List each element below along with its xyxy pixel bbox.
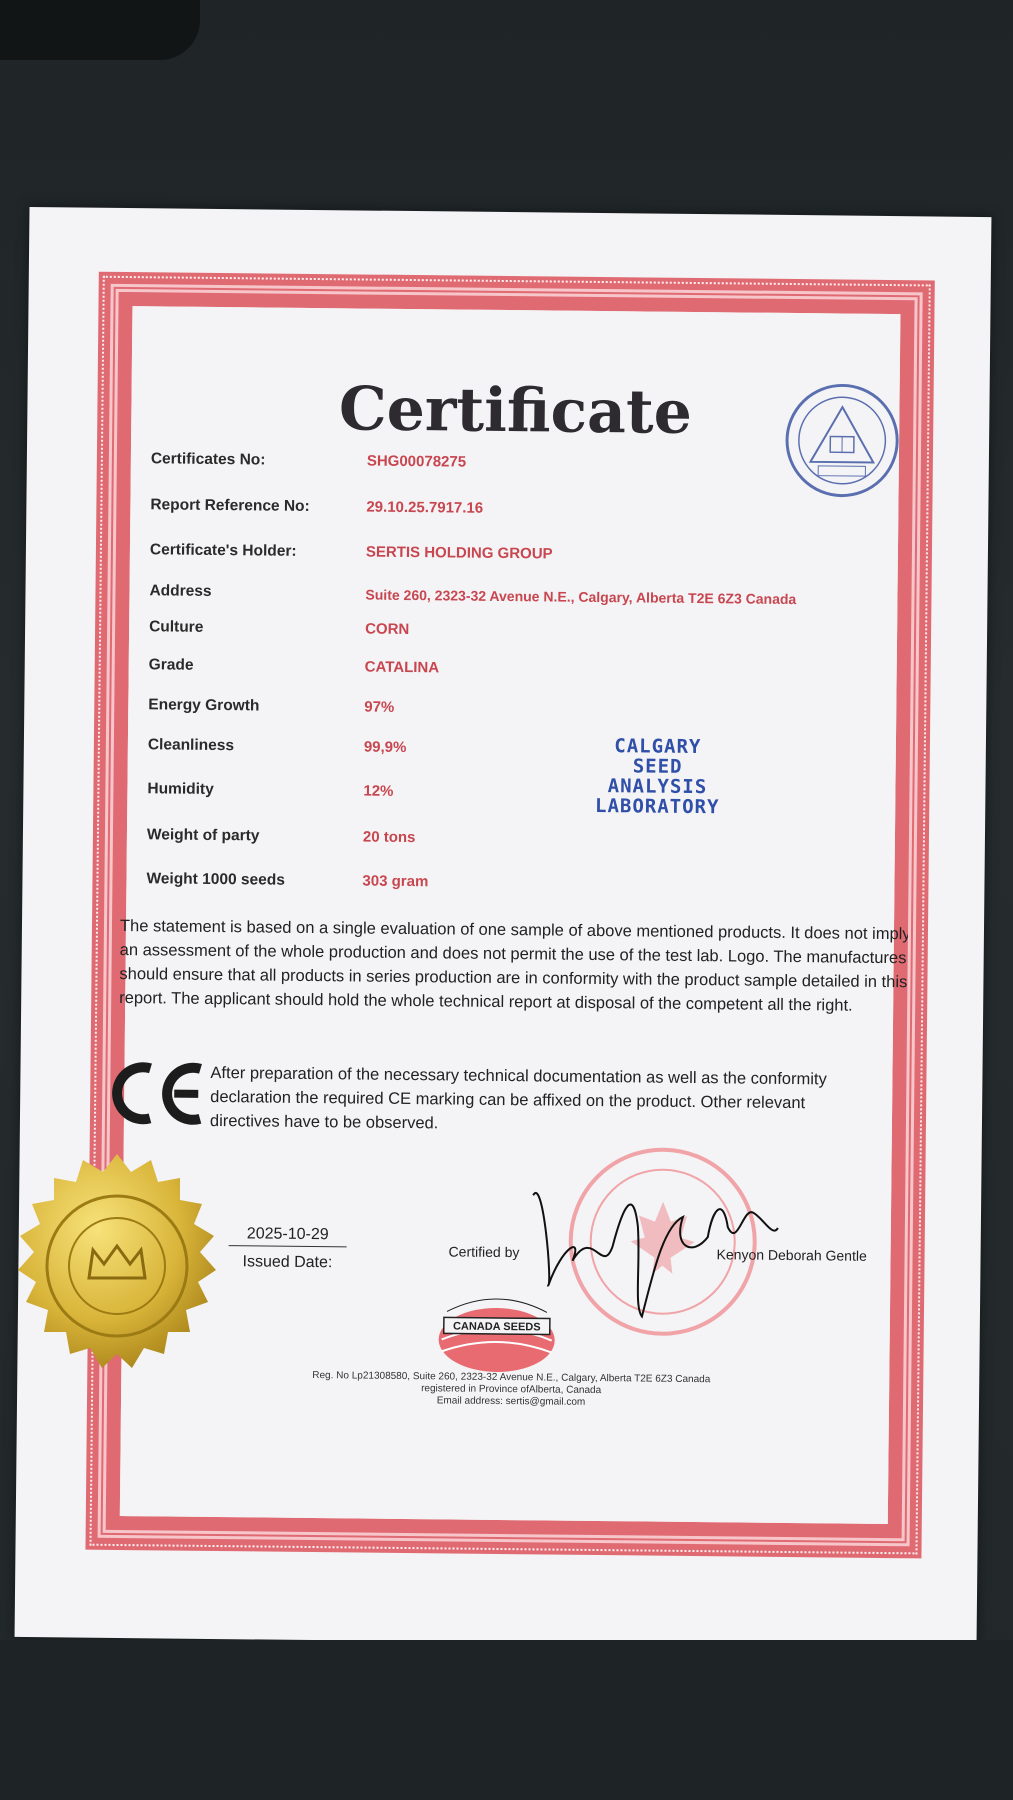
field-label: Humidity (147, 780, 214, 798)
field-value: 29.10.25.7917.16 (366, 498, 484, 517)
phone-corner (0, 0, 200, 60)
footer-line: registered in Province ofAlberta, Canada (421, 1383, 602, 1397)
lab-stamp-line: CALGARY (614, 735, 702, 759)
field-label: Certificate's Holder: (149, 541, 297, 560)
lab-stamp (587, 736, 728, 817)
field-value: 12% (363, 782, 394, 800)
field-value: CORN (365, 620, 410, 639)
field-label: Weight of party (146, 826, 260, 845)
signer-name: Kenyon Deborah Gentle (716, 1246, 867, 1264)
field-label: Certificates No: (150, 450, 266, 469)
footer-line: Email address: sertis@gmail.com (436, 1395, 586, 1408)
certificate-body (119, 306, 911, 1524)
footer-line: Reg. No Lp21308580, Suite 260, 2323-32 Avenue N.E., Calgary, Alberta T2E 6Z3 Canada (312, 1370, 711, 1386)
field-label: Address (149, 582, 212, 600)
lab-stamp-line: SEED (632, 755, 683, 778)
field-value: Suite 260, 2323-32 Avenue N.E., Calgary, Alberta T2E 6Z3 Canada (365, 586, 797, 608)
lab-stamp-line: LABORATORY (594, 794, 720, 819)
field-value: 97% (364, 698, 395, 716)
ce-mark-icon (108, 1058, 209, 1129)
field-value: 99,9% (363, 738, 407, 756)
official-seal-icon (782, 381, 901, 500)
certificate-paper (15, 207, 992, 1647)
gold-seal-icon (4, 1150, 230, 1388)
certificate-title: Certificate (338, 374, 693, 448)
canada-seeds-logo-icon (421, 1277, 572, 1379)
field-label: Culture (149, 618, 204, 636)
lab-stamp-line: ANALYSIS (607, 775, 708, 799)
footer-registration (241, 1369, 781, 1411)
ce-text: After preparation of the necessary technical documentation as well as the conformity declaration the required CE marking can be affixed on the product. Other relevant directives have to be observed. (209, 1063, 827, 1133)
desk-surface (0, 1640, 1013, 1800)
certified-by-label: Certified by (448, 1243, 520, 1261)
field-label: Weight 1000 seeds (146, 870, 285, 889)
field-value: SHG00078275 (366, 452, 467, 471)
field-label: Grade (148, 656, 194, 674)
issued-date: 2025-10-29 (229, 1225, 347, 1247)
field-value: 303 gram (362, 872, 429, 891)
field-value: CATALINA (364, 658, 440, 677)
statement-text: The statement is based on a single evaluation of one sample of above mentioned products. It does not imply an assessment of the whole production and does not permit the use of the test lab. Logo. The manufactures should ensure that all products in series production are in conformity with the product sample detailed in this report. The applicant should hold the whole technical report at disposal of the competent all the right. (119, 916, 911, 1015)
field-label: Cleanliness (147, 736, 235, 755)
field-value: 20 tons (362, 828, 416, 847)
field-label: Report Reference No: (150, 496, 310, 515)
field-label: Energy Growth (148, 696, 260, 715)
field-value: SERTIS HOLDING GROUP (365, 543, 553, 563)
issued-date-label: Issued Date: (242, 1253, 333, 1272)
svg-text:CANADA SEEDS: CANADA SEEDS (452, 1320, 541, 1334)
